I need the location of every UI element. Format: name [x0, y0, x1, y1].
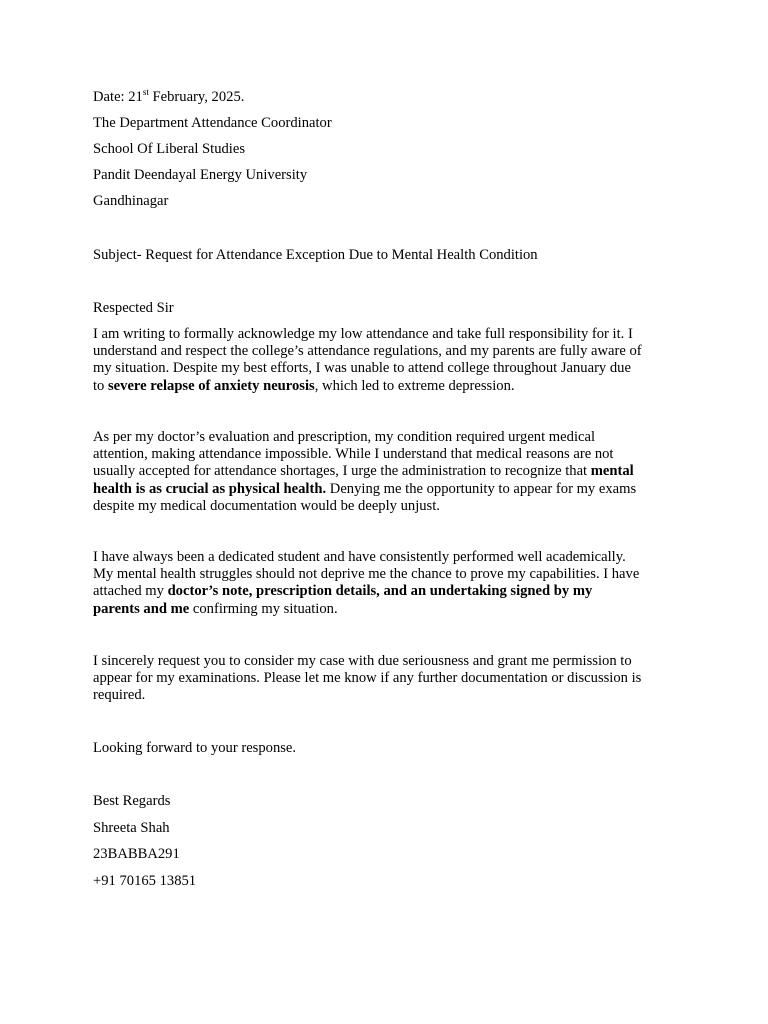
recipient-line: Gandhinagar — [93, 193, 169, 209]
signature-phone: +91 70165 13851 — [93, 873, 197, 889]
signoff: Best Regards — [93, 793, 171, 809]
recipient-line: The Department Attendance Coordinator — [93, 115, 332, 131]
date-line: Date: 21st February, 2025. — [93, 87, 245, 105]
subject-line: Subject- Request for Attendance Exception Due to Mental Health Condition — [93, 247, 538, 263]
paragraph-4: I sincerely request you to consider my case with due seriousness and grant me permission to appear for my examinations. Please let me know if any further documentation or discussion is required. — [93, 653, 642, 704]
paragraph-3: I have always been a dedicated student and have consistently performed well academically. My mental health struggles should not deprive me the chance to prove my capabilities. I have attached my doctor’s note, prescription details, and an undertaking signed by my parents and me confirming my situation. — [93, 549, 640, 617]
paragraph-1: I am writing to formally acknowledge my low attendance and take full responsibility for it. I understand and respect the college’s attendance regulations, and my parents are fully aware of my situation. Despite my best efforts, I was unable to attend college throughout January due to severe relapse of anxiety neurosis, which led to extreme depression. — [93, 326, 642, 394]
signature-id: 23BABBA291 — [93, 846, 180, 862]
recipient-line: Pandit Deendayal Energy University — [93, 167, 308, 183]
recipient-line: School Of Liberal Studies — [93, 141, 245, 157]
signature-name: Shreeta Shah — [93, 820, 170, 836]
salutation: Respected Sir — [93, 300, 174, 316]
closing-line: Looking forward to your response. — [93, 740, 297, 756]
paragraph-2: As per my doctor’s evaluation and prescription, my condition required urgent medical attention, making attendance impossible. While I understand that medical reasons are not usually accepted for attendance shortages, I urge the administration to recognize that mental health is as crucial as physical health. Denying me the opportunity to appear for my exams despite my medical documentation would be deeply unjust. — [93, 429, 637, 514]
